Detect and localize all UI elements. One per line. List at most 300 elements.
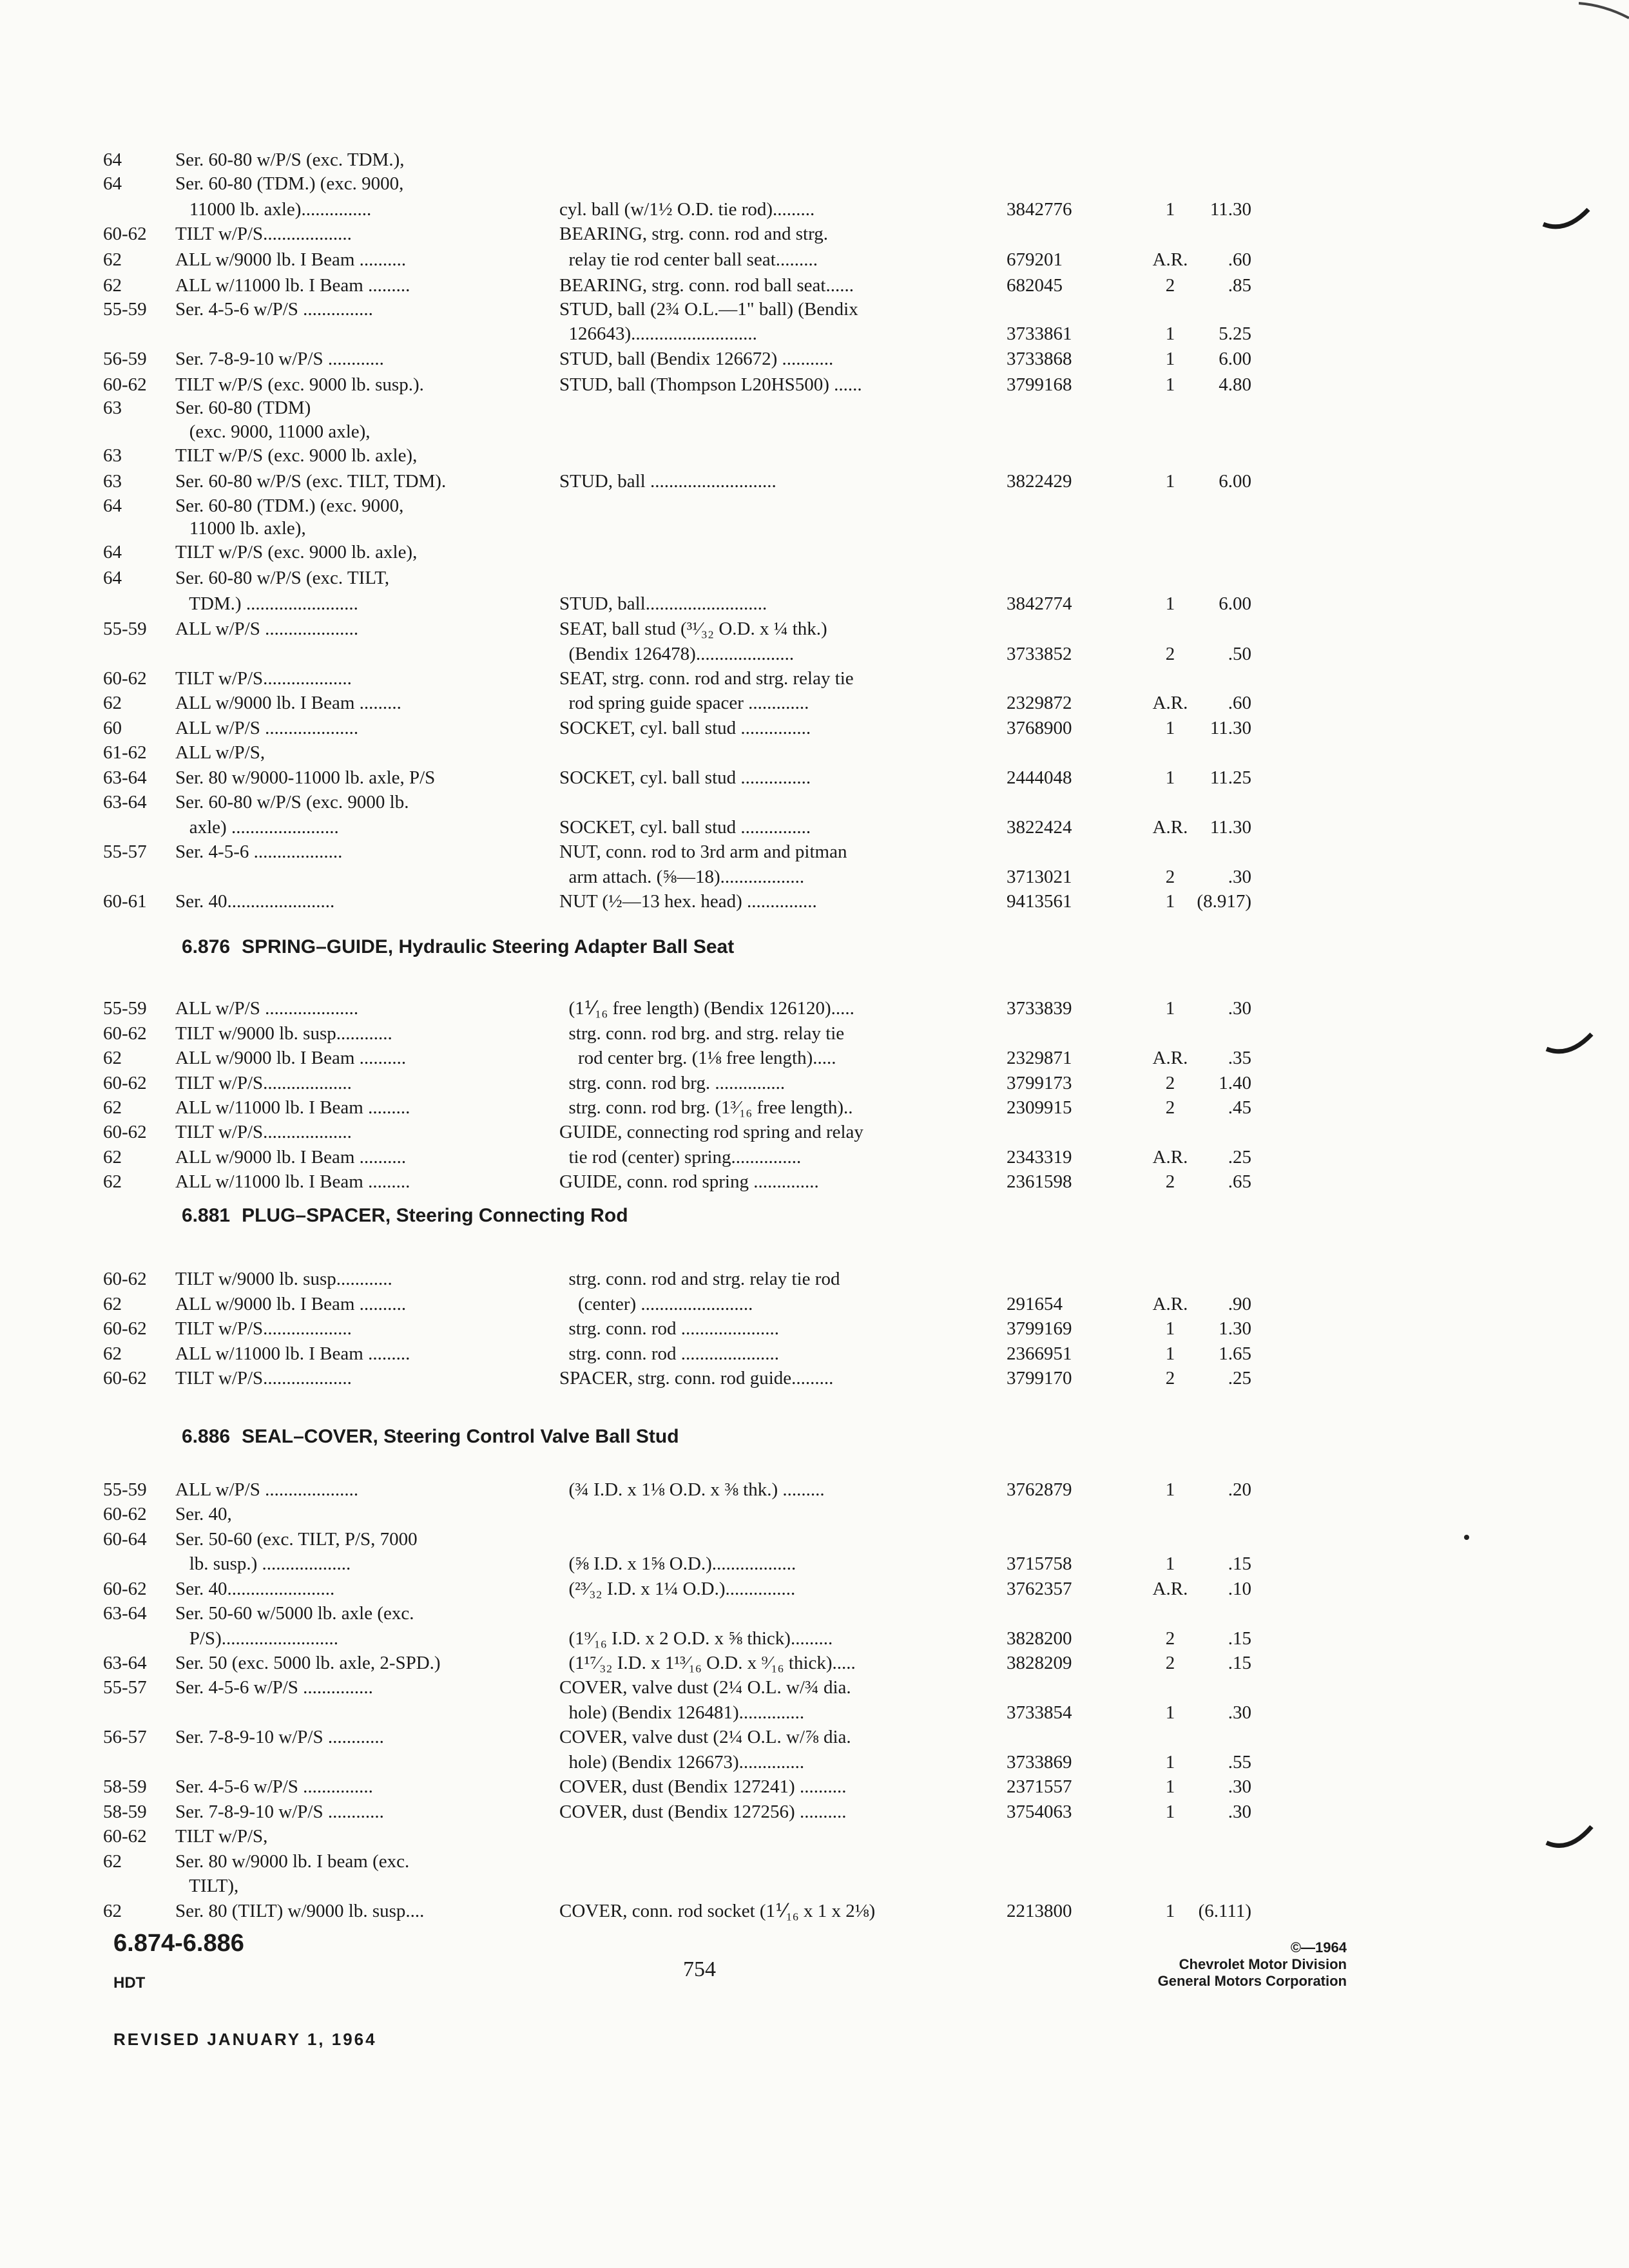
- year-range: 55-57: [103, 1677, 147, 1698]
- year-range: 62: [103, 1048, 122, 1068]
- year-range: 55-59: [103, 998, 147, 1019]
- model-application: Ser. 4-5-6 w/P/S ...............: [175, 1776, 373, 1797]
- part-description: strg. conn. rod and strg. relay tie rod: [559, 1269, 840, 1289]
- part-description: (⅝ I.D. x 1⅝ O.D.)..................: [559, 1553, 796, 1574]
- model-application: ALL w/9000 lb. I Beam ..........: [175, 1294, 407, 1314]
- model-application: TILT w/P/S...................: [175, 1073, 352, 1093]
- price: .30: [1228, 998, 1251, 1019]
- part-number: 9413561: [1007, 891, 1072, 912]
- quantity: 2: [1165, 275, 1175, 296]
- year-range: 60-62: [103, 1023, 147, 1044]
- section-subtitle: Steering Control Valve Ball Stud: [378, 1426, 679, 1447]
- price: 6.00: [1219, 349, 1251, 369]
- table-row: [0, 419, 1629, 445]
- model-application: Ser. 80 (TILT) w/9000 lb. susp....: [175, 1901, 425, 1921]
- part-number: 291654: [1007, 1294, 1063, 1314]
- price: 6.00: [1219, 593, 1251, 614]
- table-row: [0, 1169, 1629, 1195]
- quantity: 2: [1165, 1171, 1175, 1192]
- table-row: [0, 1045, 1629, 1071]
- quantity: A.R.: [1152, 693, 1188, 713]
- section-heading: [182, 1205, 628, 1227]
- model-application: Ser. 60-80 w/P/S (exc. TILT,: [175, 568, 390, 588]
- year-range: 60-62: [103, 1318, 147, 1339]
- model-application: ALL w/P/S ....................: [175, 998, 359, 1019]
- part-description: STUD, ball..........................: [559, 593, 767, 614]
- model-application: TILT w/P/S...................: [175, 1318, 352, 1339]
- scan-dot: [1463, 1533, 1470, 1541]
- table-row: [0, 864, 1629, 890]
- model-application: TILT),: [175, 1876, 239, 1896]
- table-row: [0, 765, 1629, 791]
- part-description: (1⁹⁄₁₆ I.D. x 2 O.D. x ⅝ thick).........: [559, 1628, 833, 1649]
- table-row: [0, 443, 1629, 468]
- model-application: ALL w/P/S,: [175, 742, 265, 763]
- table-row: [0, 641, 1629, 667]
- part-description: strg. conn. rod brg. and strg. relay tie: [559, 1023, 845, 1044]
- quantity: A.R.: [1152, 1294, 1188, 1314]
- quantity: 1: [1165, 767, 1175, 788]
- part-description: NUT, conn. rod to 3rd arm and pitman: [559, 841, 847, 862]
- quantity: 2: [1165, 867, 1175, 887]
- scan-mark-4: [1579, 0, 1629, 19]
- table-row: [0, 1501, 1629, 1527]
- part-description: cyl. ball (w/1½ O.D. tie rod).........: [559, 199, 815, 220]
- part-number: 682045: [1007, 275, 1063, 296]
- part-description: hole) (Bendix 126481)..............: [559, 1702, 805, 1723]
- model-application: ALL w/9000 lb. I Beam .........: [175, 693, 401, 713]
- revision-date: REVISED JANUARY 1, 1964: [113, 2030, 377, 2049]
- table-row: [0, 715, 1629, 741]
- quantity: 2: [1165, 1073, 1175, 1093]
- table-row: [0, 1021, 1629, 1046]
- price: .60: [1228, 249, 1251, 270]
- model-application: ALL w/P/S ....................: [175, 619, 359, 639]
- table-row: [0, 1700, 1629, 1725]
- quantity: 1: [1165, 998, 1175, 1019]
- price: .30: [1228, 1702, 1251, 1723]
- quantity: 1: [1165, 349, 1175, 369]
- table-row: [0, 1316, 1629, 1341]
- part-number: 3715758: [1007, 1553, 1072, 1574]
- model-application: TILT w/P/S,: [175, 1826, 268, 1847]
- catalog-code: HDT: [113, 1974, 146, 1992]
- scan-mark-2: [1543, 1031, 1595, 1063]
- quantity: 1: [1165, 374, 1175, 395]
- model-application: 11000 lb. axle),: [175, 518, 306, 539]
- year-range: 62: [103, 1294, 122, 1314]
- table-row: [0, 247, 1629, 273]
- model-application: TILT w/P/S (exc. 9000 lb. axle),: [175, 445, 418, 466]
- table-row: [0, 1526, 1629, 1552]
- price: .15: [1228, 1553, 1251, 1574]
- price: .30: [1228, 1802, 1251, 1822]
- year-range: 58-59: [103, 1802, 147, 1822]
- table-row: [0, 1119, 1629, 1145]
- quantity: 1: [1165, 199, 1175, 220]
- part-number: 2329872: [1007, 693, 1072, 713]
- table-row: [0, 539, 1629, 565]
- part-description: SEAT, strg. conn. rod and strg. relay tie: [559, 668, 854, 689]
- model-application: TILT w/P/S...................: [175, 224, 352, 244]
- part-description: GUIDE, connecting rod spring and relay: [559, 1122, 863, 1142]
- model-application: Ser. 60-80 (TDM): [175, 398, 311, 418]
- price: .15: [1228, 1628, 1251, 1649]
- part-description: COVER, dust (Bendix 127241) ..........: [559, 1776, 847, 1797]
- year-range: 56-59: [103, 349, 147, 369]
- model-application: Ser. 60-80 w/P/S (exc. 9000 lb.: [175, 792, 409, 812]
- part-description: (center) ........................: [559, 1294, 753, 1314]
- year-range: 55-59: [103, 299, 147, 320]
- table-row: [0, 171, 1629, 197]
- part-description: SPACER, strg. conn. rod guide.........: [559, 1368, 834, 1389]
- section-number: 6.876: [182, 936, 231, 957]
- price: 4.80: [1219, 374, 1251, 395]
- part-description: (²³⁄₃₂ I.D. x 1¼ O.D.)...............: [559, 1579, 796, 1599]
- part-description: GUIDE, conn. rod spring ..............: [559, 1171, 819, 1192]
- part-description: BEARING, strg. conn. rod ball seat......: [559, 275, 854, 296]
- part-number: 3828200: [1007, 1628, 1072, 1649]
- part-description: strg. conn. rod brg. ...............: [559, 1073, 786, 1093]
- year-range: 55-57: [103, 841, 147, 862]
- part-number: 3822424: [1007, 817, 1072, 838]
- part-description: STUD, ball ...........................: [559, 471, 776, 492]
- table-row: [0, 690, 1629, 716]
- quantity: A.R.: [1152, 817, 1188, 838]
- part-description: STUD, ball (Bendix 126672) ...........: [559, 349, 834, 369]
- part-description: strg. conn. rod brg. (1³⁄₁₆ free length)..: [559, 1097, 853, 1118]
- table-row: [0, 395, 1629, 421]
- part-number: 3713021: [1007, 867, 1072, 887]
- model-application: TILT w/P/S...................: [175, 1368, 352, 1389]
- part-number: 3842774: [1007, 593, 1072, 614]
- model-application: lb. susp.) ...................: [175, 1553, 351, 1574]
- part-number: 3754063: [1007, 1802, 1072, 1822]
- model-application: Ser. 7-8-9-10 w/P/S ............: [175, 1802, 384, 1822]
- price: 1.40: [1219, 1073, 1251, 1093]
- part-number: 3842776: [1007, 199, 1072, 220]
- part-description: SOCKET, cyl. ball stud ...............: [559, 817, 811, 838]
- part-number: 3828209: [1007, 1653, 1072, 1673]
- table-row: [0, 1799, 1629, 1825]
- part-description: COVER, conn. rod socket (1⅟₁₆ x 1 x 2⅛): [559, 1901, 876, 1921]
- model-application: TILT w/9000 lb. susp............: [175, 1023, 392, 1044]
- year-range: 63: [103, 445, 122, 466]
- price: .90: [1228, 1294, 1251, 1314]
- part-number: 3733868: [1007, 349, 1072, 369]
- part-number: 3733861: [1007, 323, 1072, 344]
- model-application: Ser. 40.......................: [175, 891, 335, 912]
- part-description: strg. conn. rod .....................: [559, 1318, 780, 1339]
- quantity: 2: [1165, 644, 1175, 664]
- quantity: 1: [1165, 1802, 1175, 1822]
- table-row: [0, 789, 1629, 815]
- year-range: 63-64: [103, 1653, 147, 1673]
- price: (6.111): [1198, 1901, 1251, 1921]
- table-row: [0, 1823, 1629, 1849]
- year-range: 60-62: [103, 374, 147, 395]
- year-range: 60-62: [103, 1368, 147, 1389]
- table-row: [0, 221, 1629, 247]
- part-description: (Bendix 126478).....................: [559, 644, 795, 664]
- part-number: 3799173: [1007, 1073, 1072, 1093]
- part-number: 2329871: [1007, 1048, 1072, 1068]
- part-number: 3733839: [1007, 998, 1072, 1019]
- model-application: TILT w/P/S (exc. 9000 lb. axle),: [175, 542, 418, 562]
- table-row: [0, 1600, 1629, 1626]
- part-number: 2366951: [1007, 1343, 1072, 1364]
- model-application: Ser. 4-5-6 w/P/S ...............: [175, 1677, 373, 1698]
- model-application: ALL w/11000 lb. I Beam .........: [175, 1097, 410, 1118]
- year-range: 60-62: [103, 1269, 147, 1289]
- table-row: [0, 321, 1629, 347]
- table-row: [0, 147, 1629, 173]
- quantity: 2: [1165, 1628, 1175, 1649]
- model-application: ALL w/9000 lb. I Beam ..........: [175, 1048, 407, 1068]
- part-description: arm attach. (⅝—18)..................: [559, 867, 805, 887]
- model-application: ALL w/P/S ....................: [175, 718, 359, 738]
- quantity: 1: [1165, 1343, 1175, 1364]
- price: .35: [1228, 1048, 1251, 1068]
- part-number: 2309915: [1007, 1097, 1072, 1118]
- model-application: ALL w/9000 lb. I Beam ..........: [175, 249, 407, 270]
- year-range: 63: [103, 398, 122, 418]
- price: .25: [1228, 1147, 1251, 1168]
- table-row: [0, 468, 1629, 494]
- year-range: 62: [103, 275, 122, 296]
- part-number: 2361598: [1007, 1171, 1072, 1192]
- part-description: rod spring guide spacer .............: [559, 693, 809, 713]
- quantity: 2: [1165, 1653, 1175, 1673]
- price: 11.25: [1210, 767, 1251, 788]
- year-range: 60-62: [103, 668, 147, 689]
- year-range: 62: [103, 1147, 122, 1168]
- part-number: 3733869: [1007, 1752, 1072, 1773]
- model-application: TILT w/9000 lb. susp............: [175, 1269, 392, 1289]
- model-application: TILT w/P/S...................: [175, 1122, 352, 1142]
- price: .50: [1228, 644, 1251, 664]
- year-range: 60-62: [103, 1826, 147, 1847]
- year-range: 63: [103, 471, 122, 492]
- part-number: 3799169: [1007, 1318, 1072, 1339]
- year-range: 64: [103, 568, 122, 588]
- year-range: 64: [103, 149, 122, 170]
- table-row: [0, 839, 1629, 865]
- year-range: 63-64: [103, 1603, 147, 1624]
- copyright-division: Chevrolet Motor Division: [1179, 1956, 1347, 1972]
- table-row: [0, 273, 1629, 298]
- table-row: [0, 1626, 1629, 1651]
- part-number: 2343319: [1007, 1147, 1072, 1168]
- part-description: (¾ I.D. x 1⅛ O.D. x ⅜ thk.) .........: [559, 1479, 825, 1500]
- table-row: [0, 814, 1629, 840]
- price: .10: [1228, 1579, 1251, 1599]
- model-application: ALL w/9000 lb. I Beam ..........: [175, 1147, 407, 1168]
- section-subtitle: Steering Connecting Rod: [390, 1205, 628, 1226]
- table-row: [0, 616, 1629, 642]
- scan-mark-3: [1543, 1823, 1595, 1862]
- copyright-corporation: General Motors Corporation: [1157, 1973, 1347, 1989]
- part-description: strg. conn. rod .....................: [559, 1343, 780, 1364]
- table-row: [0, 995, 1629, 1021]
- model-application: Ser. 60-80 (TDM.) (exc. 9000,: [175, 495, 404, 516]
- table-row: [0, 197, 1629, 222]
- model-application: Ser. 60-80 w/P/S (exc. TDM.),: [175, 149, 405, 170]
- quantity: 1: [1165, 1752, 1175, 1773]
- table-row: [0, 346, 1629, 372]
- table-row: [0, 740, 1629, 765]
- model-application: (exc. 9000, 11000 axle),: [175, 421, 371, 442]
- scan-mark-1: [1540, 206, 1592, 238]
- section-number: 6.881: [182, 1205, 231, 1226]
- part-description: STUD, ball (Thompson L20HS500) ......: [559, 374, 862, 395]
- year-range: 62: [103, 1097, 122, 1118]
- price: 5.25: [1219, 323, 1251, 344]
- model-application: Ser. 40,: [175, 1504, 232, 1524]
- table-row: [0, 372, 1629, 398]
- year-range: 63-64: [103, 767, 147, 788]
- model-application: Ser. 80 w/9000-11000 lb. axle, P/S: [175, 767, 436, 788]
- table-row: [0, 1266, 1629, 1292]
- section-title: PLUG–SPACER,: [242, 1205, 391, 1226]
- model-application: Ser. 60-80 (TDM.) (exc. 9000,: [175, 173, 404, 194]
- quantity: 1: [1165, 891, 1175, 912]
- section-range: 6.874-6.886: [113, 1930, 244, 1957]
- price: (8.917): [1197, 891, 1251, 912]
- model-application: Ser. 7-8-9-10 w/P/S ............: [175, 1727, 384, 1747]
- quantity: 1: [1165, 1553, 1175, 1574]
- model-application: Ser. 50-60 (exc. TILT, P/S, 7000: [175, 1529, 418, 1550]
- part-description: COVER, valve dust (2¼ O.L. w/¾ dia.: [559, 1677, 851, 1698]
- table-row: [0, 1576, 1629, 1602]
- price: .30: [1228, 867, 1251, 887]
- part-description: NUT (½—13 hex. head) ...............: [559, 891, 817, 912]
- part-number: 3762357: [1007, 1579, 1072, 1599]
- model-application: ALL w/11000 lb. I Beam .........: [175, 275, 410, 296]
- year-range: 60-62: [103, 224, 147, 244]
- model-application: Ser. 50 (exc. 5000 lb. axle, 2-SPD.): [175, 1653, 441, 1673]
- quantity: A.R.: [1152, 249, 1188, 270]
- year-range: 62: [103, 693, 122, 713]
- model-application: TDM.) ........................: [175, 593, 358, 614]
- table-row: [0, 1749, 1629, 1775]
- part-description: SOCKET, cyl. ball stud ...............: [559, 767, 811, 788]
- price: 11.30: [1210, 817, 1251, 838]
- year-range: 60-62: [103, 1122, 147, 1142]
- section-title: SPRING–GUIDE,: [242, 936, 394, 957]
- table-row: [0, 1849, 1629, 1874]
- model-application: Ser. 4-5-6 w/P/S ...............: [175, 299, 373, 320]
- price: .30: [1228, 1776, 1251, 1797]
- part-number: 3733854: [1007, 1702, 1072, 1723]
- year-range: 55-59: [103, 619, 147, 639]
- table-row: [0, 1477, 1629, 1503]
- price: .65: [1228, 1171, 1251, 1192]
- part-description: relay tie rod center ball seat.........: [559, 249, 818, 270]
- year-range: 62: [103, 1901, 122, 1921]
- price: .20: [1228, 1479, 1251, 1500]
- quantity: 1: [1165, 1479, 1175, 1500]
- part-number: 679201: [1007, 249, 1063, 270]
- model-application: TILT w/P/S...................: [175, 668, 352, 689]
- year-range: 62: [103, 1343, 122, 1364]
- part-number: 3799170: [1007, 1368, 1072, 1389]
- price: 1.30: [1219, 1318, 1251, 1339]
- section-title: SEAL–COVER,: [242, 1426, 378, 1447]
- part-description: hole) (Bendix 126673)..............: [559, 1752, 805, 1773]
- year-range: 62: [103, 1851, 122, 1872]
- table-row: [0, 591, 1629, 617]
- part-number: 3762879: [1007, 1479, 1072, 1500]
- section-heading: [182, 1426, 679, 1448]
- part-number: 2444048: [1007, 767, 1072, 788]
- quantity: 2: [1165, 1097, 1175, 1118]
- table-row: [0, 1774, 1629, 1800]
- model-application: ALL w/P/S ....................: [175, 1479, 359, 1500]
- table-row: [0, 1898, 1629, 1924]
- year-range: 64: [103, 542, 122, 562]
- price: 6.00: [1219, 471, 1251, 492]
- year-range: 60: [103, 718, 122, 738]
- section-subtitle: Hydraulic Steering Adapter Ball Seat: [393, 936, 735, 957]
- copyright-year: ©—1964: [1290, 1939, 1347, 1956]
- price: 11.30: [1210, 718, 1251, 738]
- year-range: 60-61: [103, 891, 147, 912]
- model-application: Ser. 80 w/9000 lb. I beam (exc.: [175, 1851, 410, 1872]
- price: 1.65: [1219, 1343, 1251, 1364]
- model-application: Ser. 60-80 w/P/S (exc. TILT, TDM).: [175, 471, 447, 492]
- table-row: [0, 889, 1629, 914]
- table-row: [0, 1724, 1629, 1750]
- price: .45: [1228, 1097, 1251, 1118]
- table-row: [0, 565, 1629, 591]
- model-application: ALL w/11000 lb. I Beam .........: [175, 1343, 410, 1364]
- quantity: A.R.: [1152, 1579, 1188, 1599]
- quantity: 1: [1165, 471, 1175, 492]
- part-number: 3822429: [1007, 471, 1072, 492]
- year-range: 55-59: [103, 1479, 147, 1500]
- price: .55: [1228, 1752, 1251, 1773]
- year-range: 60-62: [103, 1504, 147, 1524]
- year-range: 60-62: [103, 1073, 147, 1093]
- part-number: 2371557: [1007, 1776, 1072, 1797]
- quantity: 1: [1165, 718, 1175, 738]
- year-range: 60-62: [103, 1579, 147, 1599]
- year-range: 64: [103, 173, 122, 194]
- part-description: STUD, ball (2¾ O.L.—1" ball) (Bendix: [559, 299, 858, 320]
- part-description: (1¹⁷⁄₃₂ I.D. x 1¹³⁄₁₆ O.D. x ⁹⁄₁₆ thick).....: [559, 1653, 856, 1673]
- part-description: SOCKET, cyl. ball stud ...............: [559, 718, 811, 738]
- price: 11.30: [1210, 199, 1251, 220]
- model-application: Ser. 4-5-6 ...................: [175, 841, 343, 862]
- part-description: rod center brg. (1⅛ free length).....: [559, 1048, 836, 1068]
- year-range: 56-57: [103, 1727, 147, 1747]
- part-description: COVER, dust (Bendix 127256) ..........: [559, 1802, 847, 1822]
- table-row: [0, 493, 1629, 519]
- table-row: [0, 1144, 1629, 1170]
- table-row: [0, 1873, 1629, 1899]
- table-row: [0, 1070, 1629, 1096]
- quantity: 1: [1165, 1776, 1175, 1797]
- model-application: axle) .......................: [175, 817, 339, 838]
- price: .25: [1228, 1368, 1251, 1389]
- table-row: [0, 666, 1629, 691]
- part-description: BEARING, strg. conn. rod and strg.: [559, 224, 828, 244]
- table-row: [0, 1341, 1629, 1367]
- model-application: 11000 lb. axle)...............: [175, 199, 372, 220]
- price: .60: [1228, 693, 1251, 713]
- model-application: Ser. 50-60 w/5000 lb. axle (exc.: [175, 1603, 414, 1624]
